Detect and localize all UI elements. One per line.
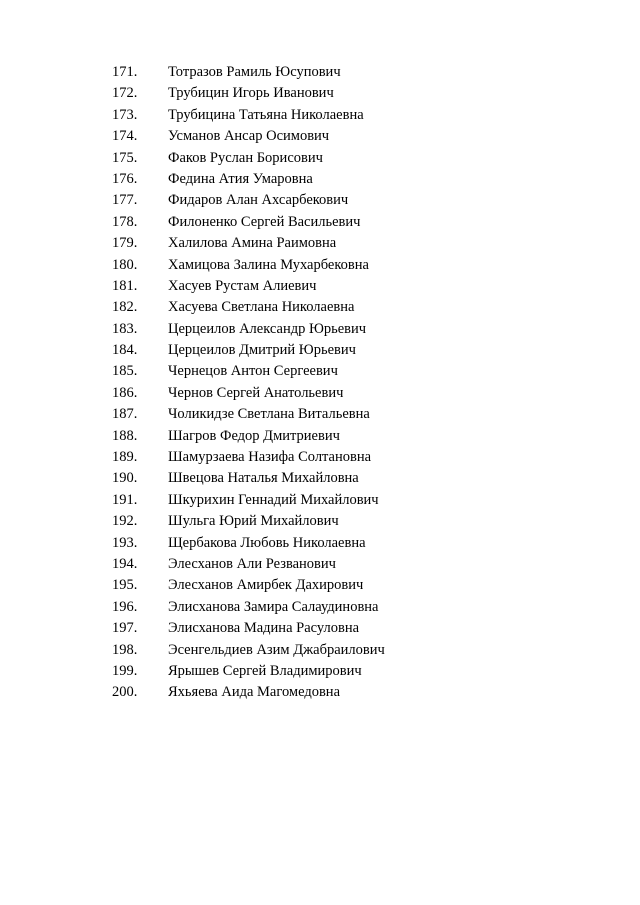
list-item [0, 618, 640, 639]
list-item-number: 192. [112, 513, 138, 530]
list-item-name: Элисханова Мадина Расуловна [168, 620, 360, 637]
list-item [0, 640, 640, 661]
list-item [0, 297, 640, 318]
list-item [0, 682, 640, 703]
list-item-number: 200. [112, 684, 138, 701]
list-item-number: 185. [112, 363, 138, 380]
list-item-name: Шагров Федор Дмитриевич [168, 427, 340, 444]
list-item [0, 105, 640, 126]
list-item-number: 183. [112, 320, 138, 337]
list-item [0, 190, 640, 211]
list-item [0, 575, 640, 596]
list-item [0, 276, 640, 297]
list-item [0, 340, 640, 361]
list-item-name: Шамурзаева Назифа Солтановна [168, 449, 372, 466]
list-item-number: 186. [112, 384, 138, 401]
list-item-name: Хамицова Залина Мухарбековна [168, 256, 369, 273]
list-item-number: 196. [112, 598, 138, 615]
list-item-name: Чернецов Антон Сергеевич [168, 363, 338, 380]
list-item-number: 176. [112, 170, 138, 187]
list-item-number: 180. [112, 256, 138, 273]
list-item-name: Халилова Амина Раимовна [168, 235, 337, 252]
list-item-name: Хасуева Светлана Николаевна [168, 299, 355, 316]
list-item-number: 172. [112, 85, 138, 102]
list-item [0, 533, 640, 554]
list-item-name: Щербакова Любовь Николаевна [168, 534, 366, 551]
list-item-name: Церцеилов Дмитрий Юрьевич [168, 342, 356, 359]
list-item-number: 191. [112, 491, 138, 508]
list-item-number: 182. [112, 299, 138, 316]
list-item-name: Фидаров Алан Ахсарбекович [168, 192, 349, 209]
list-item-name: Элесханов Али Резванович [168, 555, 336, 572]
list-item [0, 447, 640, 468]
list-item-name: Федина Атия Умаровна [168, 170, 313, 187]
list-item-number: 171. [112, 64, 138, 80]
list-item-number: 178. [112, 213, 138, 230]
list-item-name: Элесханов Амирбек Дахирович [168, 577, 364, 594]
list-item [0, 212, 640, 233]
list-item-name: Трубицина Татьяна Николаевна [168, 106, 364, 123]
list-item [0, 255, 640, 276]
list-item-number: 197. [112, 620, 138, 637]
name-list [0, 62, 640, 704]
list-item-name: Шкурихин Геннадий Михайлович [168, 491, 379, 508]
list-item [0, 319, 640, 340]
list-item-number: 174. [112, 128, 138, 145]
list-item [0, 597, 640, 618]
list-item [0, 490, 640, 511]
list-item [0, 148, 640, 169]
list-item-name: Шульга Юрий Михайлович [168, 513, 339, 530]
list-item-name: Чернов Сергей Анатольевич [168, 384, 344, 401]
list-item-name: Швецова Наталья Михайловна [168, 470, 359, 487]
list-item [0, 383, 640, 404]
list-item-number: 194. [112, 555, 138, 572]
list-item [0, 233, 640, 254]
list-item-number: 199. [112, 662, 138, 679]
list-item-number: 181. [112, 277, 138, 294]
list-item-name: Яхьяева Аида Магомедовна [168, 684, 341, 701]
list-item-name: Тотразов Рамиль Юсупович [168, 64, 341, 80]
list-item [0, 511, 640, 532]
list-item-number: 175. [112, 149, 138, 166]
list-item-number: 190. [112, 470, 138, 487]
list-item-number: 184. [112, 342, 138, 359]
list-item-number: 193. [112, 534, 138, 551]
list-item-number: 173. [112, 106, 138, 123]
list-item [0, 62, 640, 83]
list-item [0, 554, 640, 575]
list-item-name: Усманов Ансар Осимович [168, 128, 330, 145]
list-item-name: Ярышев Сергей Владимирович [168, 662, 362, 679]
list-item-name: Хасуев Рустам Алиевич [168, 277, 317, 294]
list-item [0, 83, 640, 104]
list-item-name: Факов Руслан Борисович [168, 149, 323, 166]
list-item-number: 179. [112, 235, 138, 252]
list-item-name: Филоненко Сергей Васильевич [168, 213, 361, 230]
list-item [0, 468, 640, 489]
list-item-number: 195. [112, 577, 138, 594]
list-item-number: 187. [112, 406, 138, 423]
list-item-name: Чоликидзе Светлана Витальевна [168, 406, 370, 423]
list-item-name: Церцеилов Александр Юрьевич [168, 320, 367, 337]
list-item [0, 169, 640, 190]
list-item-number: 188. [112, 427, 138, 444]
list-item-number: 189. [112, 449, 138, 466]
list-item-number: 198. [112, 641, 138, 658]
list-item-number: 177. [112, 192, 138, 209]
list-item [0, 404, 640, 425]
list-item [0, 426, 640, 447]
list-item [0, 661, 640, 682]
list-item [0, 126, 640, 147]
list-item-name: Элисханова Замира Салаудиновна [168, 598, 379, 615]
list-item-name: Эсенгельдиев Азим Джабраилович [168, 641, 385, 658]
list-item [0, 361, 640, 382]
list-item-name: Трубицин Игорь Иванович [168, 85, 334, 102]
